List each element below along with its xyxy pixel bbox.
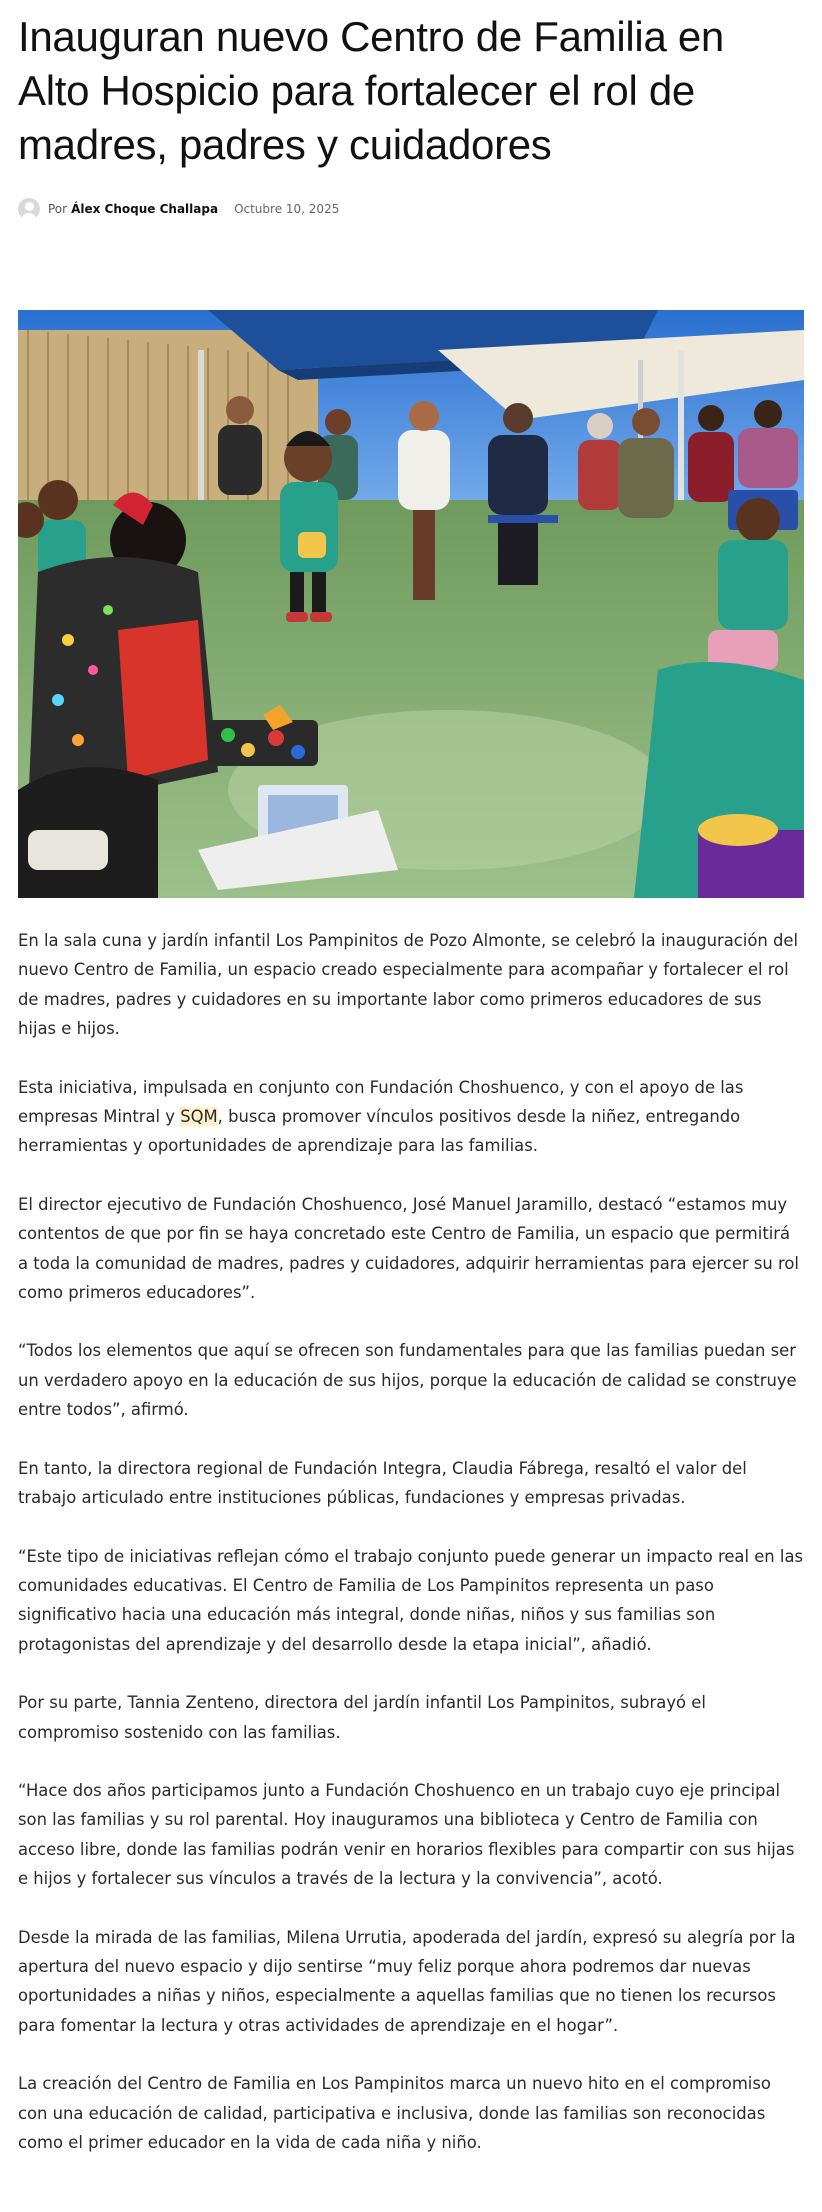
- article-paragraph: “Este tipo de iniciativas reflejan cómo el trabajo conjunto puede generar un impacto real en las comunidades educativas. El Centro de Familia de Los Pampinitos representa un paso significativo hacia una educación más integral, donde niñas, niños y sus familias son protagonistas del aprendizaje y del desarrollo desde la etapa inicial”, añadió.: [18, 1546, 804, 1654]
- article-paragraph: El director ejecutivo de Fundación Choshuenco, José Manuel Jaramillo, destacó “estamos muy contentos de que por fin se haya concretado este Centro de Familia, un espacio que permitirá a toda la comunidad de madres, padres y cuidadores, adquirir herramientas para ejercer su rol como primeros educadores”.: [18, 1194, 799, 1303]
- sqm-link[interactable]: SQM: [180, 1107, 218, 1127]
- article-paragraph: “Hace dos años participamos junto a Fundación Choshuenco en un trabajo cuyo eje principal son las familias y su rol parental. Hoy inauguramos una biblioteca y Centro de Familia con acceso libre, donde las familias podrán venir en horarios flexibles para compartir con sus hijas e hijos y fortalecer sus vínculos a través de la lectura y la convivencia”, acotó.: [18, 1780, 795, 1889]
- article-paragraph: Por su parte, Tannia Zenteno, directora del jardín infantil Los Pampinitos, subrayó el compromiso sostenido con las familias.: [18, 1693, 706, 1742]
- byline-prefix: Por: [48, 202, 68, 216]
- article-paragraph: Esta iniciativa, impulsada en conjunto con Fundación Choshuenco, y con el apoyo de las empresas Mintral y SQM, busca promover vínculos positivos desde la niñez, entregando herramientas y oportunidades de aprendizaje para las familias.: [18, 1077, 744, 1156]
- article-paragraph: En la sala cuna y jardín infantil Los Pampinitos de Pozo Almonte, se celebró la inauguración del nuevo Centro de Familia, un espacio creado especialmente para acompañar y fortalecer el rol de madres, padres y cuidadores en su importante labor como primeros educadores de sus hijas e hijos.: [18, 931, 799, 1039]
- article-paragraph: Desde la mirada de las familias, Milena Urrutia, apoderada del jardín, expresó su alegría por la apertura del nuevo espacio y dijo sentirse “muy feliz porque ahora podremos dar nuevas oportunidades a niñas y niños, especialmente a aquellas familias que no tienen los recursos para fomentar la lectura y otras actividades de aprendizaje en el hogar”.: [18, 1927, 796, 2035]
- article-paragraph: “Todos los elementos que aquí se ofrecen son fundamentales para que las familias puedan ser un verdadero apoyo en la educación de sus hijos, porque la educación de calidad se construye entre todos”, afirmó.: [18, 1341, 797, 1420]
- article-paragraph: La creación del Centro de Familia en Los Pampinitos marca un nuevo hito en el compromiso con una educación de calidad, participativa e inclusiva, donde las familias son reconocidas como el primer educador en la vida de cada niña y niño.: [18, 2074, 771, 2152]
- article-meta: [18, 196, 804, 222]
- article-title: Inauguran nuevo Centro de Familia en Alto Hospicio para fortalecer el rol de madres, padres y cuidadores: [18, 13, 724, 168]
- article-body: [18, 926, 804, 2157]
- author-avatar-icon[interactable]: [18, 198, 40, 220]
- author-link[interactable]: Álex Choque Challapa: [71, 202, 219, 216]
- publish-date: Octubre 10, 2025: [234, 202, 340, 216]
- photo-kindergarten-ceremony-icon: [18, 310, 804, 898]
- article-paragraph: En tanto, la directora regional de Fundación Integra, Claudia Fábrega, resaltó el valor del trabajo articulado entre instituciones públicas, fundaciones y empresas privadas.: [18, 1458, 747, 1508]
- featured-photo: [18, 310, 804, 898]
